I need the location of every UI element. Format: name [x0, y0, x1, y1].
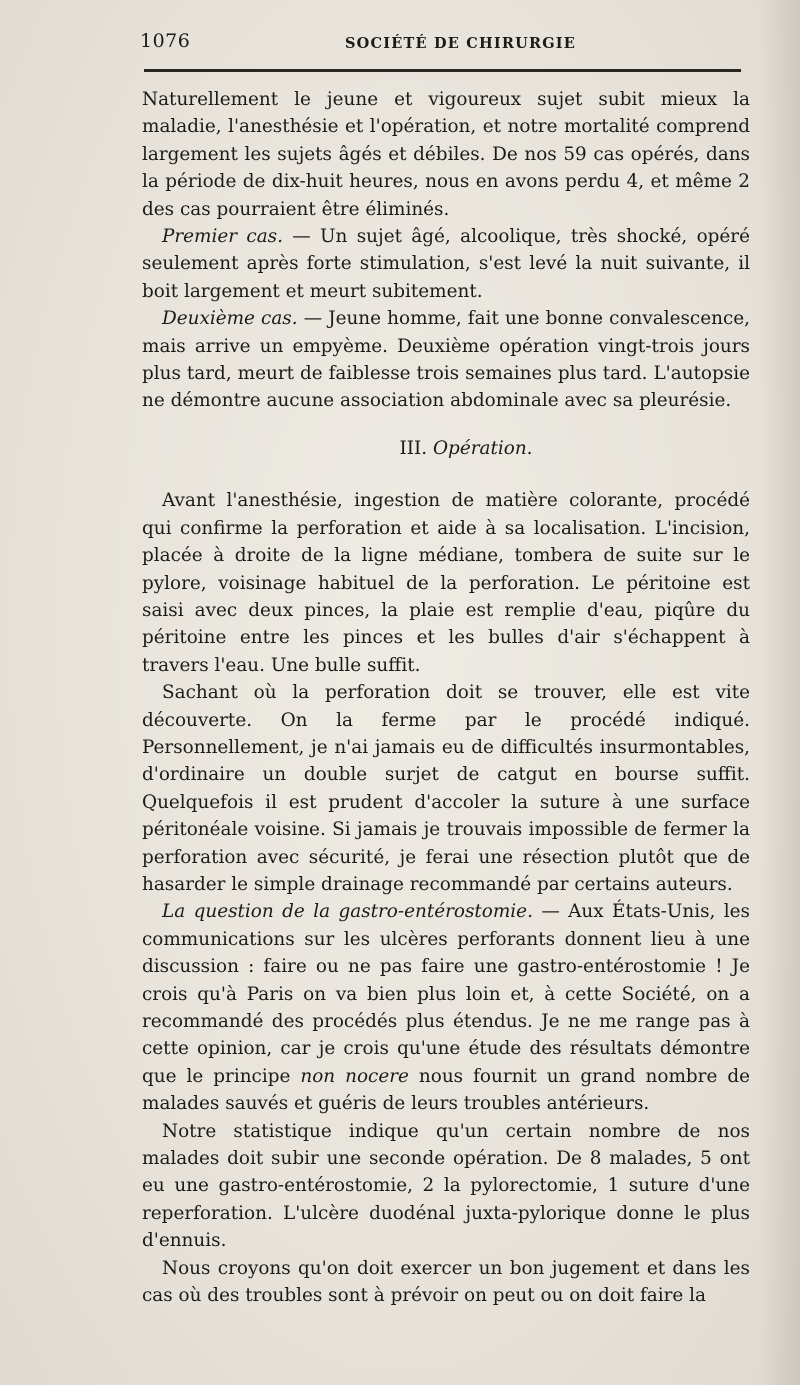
body-text — [142, 86, 750, 1309]
latin-phrase: non nocere — [300, 1065, 409, 1087]
paragraph-anesthesie: Avant l'anesthésie, ingestion de matière colorante, procédé qui confirme la perforation et aide à sa localisation. L'incision, placée à droite de la ligne médiane, tombera de suite sur le pylore, voisinage habituel de la perforation. Le péritoine est saisi avec deux pinces, la plaie est remplie d'eau, piqûre du péritoine entre les pinces et les bulles d'air s'échappent à travers l'eau. Une bulle suffit. — [142, 490, 750, 676]
paragraph-perforation: Sachant où la perforation doit se trouver, elle est vite découverte. On la ferme par le procédé indiqué. Personnellement, je n'ai jamais eu de difficultés insurmontables, d'ordinaire un double surjet de catgut en bourse suffit. Quelquefois il est prudent d'accoler la suture à une surface péritonéale voisine. Si jamais je trouvais impossible de fermer la perforation avec sécurité, je ferai une résection plutôt que de hasarder le simple drainage recommandé par certains auteurs. — [142, 682, 750, 895]
question-label: La question de la gastro-entérostomie. — [162, 901, 533, 923]
case-text-premier: — Un sujet âgé, alcoolique, très shocké, opéré seulement après forte stimulation, s'est levé la nuit suivante, il boit largement et meurt subitement. — [142, 226, 750, 302]
case-text-deuxieme: — Jeune homme, fait une bonne convalescence, mais arrive un empyème. Deuxième opération vingt-trois jours plus tard, meurt de faiblesse trois semaines plus tard. L'autopsie ne démontre aucune association abdominale avec sa pleurésie. — [142, 308, 750, 412]
page-edge-shadow — [760, 0, 800, 1385]
section-heading — [142, 435, 750, 462]
page-number: 1076 — [140, 30, 191, 52]
paragraph-premier-cas — [142, 223, 750, 305]
paragraph-deuxieme-cas — [142, 305, 750, 415]
case-label-premier: Premier cas. — [162, 226, 283, 248]
case-label-deuxieme: Deuxième cas. — [162, 308, 298, 330]
section-title: Opération. — [432, 437, 533, 459]
page-header — [140, 30, 740, 60]
paragraph-statistique: Notre statistique indique qu'un certain nombre de nos malades doit subir une seconde opération. De 8 malades, 5 ont eu une gastro-entérostomie, 2 la pylorectomie, 1 suture d'une reperforation. L'ulcère duodénal juxta-pylorique donne le plus d'ennuis. — [142, 1120, 750, 1252]
running-title: SOCIÉTÉ DE CHIRURGIE — [345, 35, 577, 52]
section-number: III. — [399, 437, 433, 459]
question-text-b: nous fournit un grand nombre de malades sauvés et guéris de leurs troubles antérieurs. — [142, 1065, 750, 1115]
question-text-a: — Aux États-Unis, les communications sur les ulcères perforants donnent lieu à une discussion : faire ou ne pas faire une gastro-entérostomie ! Je crois qu'à Paris on va bien plus loin et, à cette Société, on a recommandé des procédés plus étendus. Je ne me range pas à cette opinion, car je crois qu'une étude des résultats démontre que le principe — [142, 901, 750, 1087]
header-rule — [144, 69, 741, 72]
paragraph-jugement: Nous croyons qu'on doit exercer un bon jugement et dans les cas où des troubles sont à prévoir on peut ou on doit faire la — [142, 1257, 750, 1307]
paragraph-gastro-enterostomie — [142, 898, 750, 1117]
paragraph-mortality: Naturellement le jeune et vigoureux sujet subit mieux la maladie, l'anesthésie et l'opération, et notre mortalité comprend largement les sujets âgés et débiles. De nos 59 cas opérés, dans la période de dix-huit heures, nous en avons perdu 4, et même 2 des cas pourraient être éliminés. — [142, 89, 750, 220]
